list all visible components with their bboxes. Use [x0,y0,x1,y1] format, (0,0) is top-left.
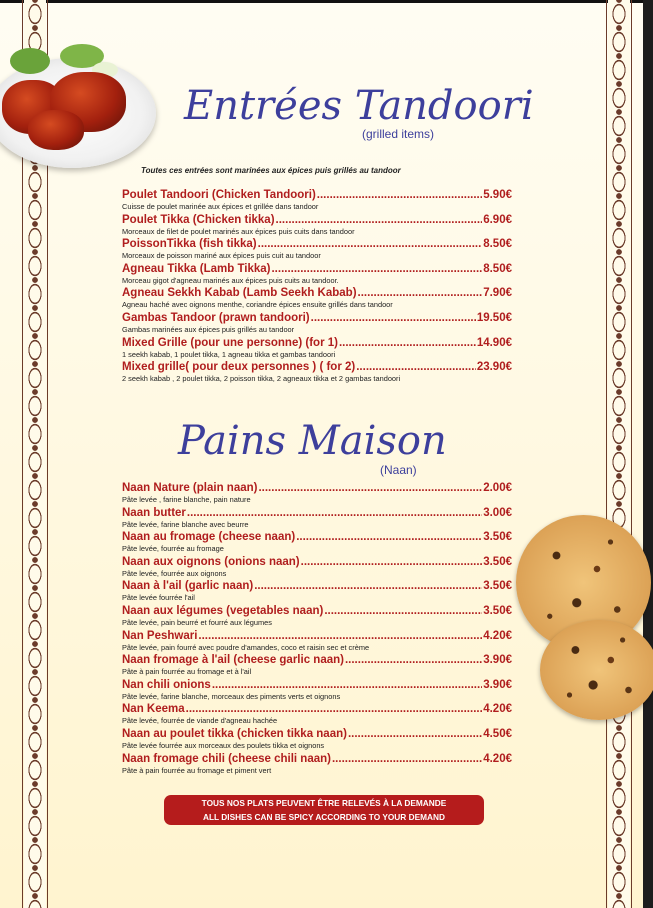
menu-item [122,629,512,654]
item-price: 3.50€ [483,555,512,568]
menu-item [122,311,512,336]
spicy-notice-fr: TOUS NOS PLATS PEUVENT ÊTRE RELEVÉS À LA DEMANDE [201,798,447,808]
item-price: 4.20€ [483,703,512,716]
item-price: 3.50€ [483,580,512,593]
item-name: Agneau Tikka (Lamb Tikka) [122,262,271,275]
item-price: 14.90€ [476,336,512,349]
tandoori-menu-list [122,188,512,385]
naan-bread [540,620,653,720]
menu-item [122,360,512,385]
menu-item [122,262,512,287]
menu-item [122,653,512,678]
item-description: Pâte à pain fourrée au fromage et piment vert [122,765,272,775]
menu-item [122,506,512,531]
item-description: 2 seekh kabab , 2 poulet tikka, 2 poisson tikka, 2 agneaux tikka et 2 gambas tandoori [122,374,401,384]
item-price: 3.50€ [483,604,512,617]
item-description: 1 seekh kabab, 1 poulet tikka, 1 agneau tikka et gambas tandoori [122,349,336,359]
item-price: 2.00€ [483,482,512,494]
spicy-notice-banner [164,795,484,825]
item-price: 4.20€ [483,629,512,642]
item-name: Naan au fromage (cheese naan) [122,531,296,544]
item-description: Pâte levée, pain fourré avec poudre d'amandes, coco et raisin sec et crème [122,642,370,652]
item-name: Naan Nature (plain naan) [122,482,258,494]
item-price: 8.50€ [483,262,512,275]
item-description: Pâte levée, pain beurré et fourré aux légumes [122,617,272,627]
right-border-line-inner [606,0,607,908]
item-name: Mixed grille( pour deux personnes ) ( for 2) [122,361,356,374]
item-price: 19.50€ [476,311,512,324]
item-price: 3.90€ [483,654,512,667]
item-description: Gambas marinées aux épices puis grillés au tandoor [122,324,295,334]
item-name: Mixed Grille (pour une personne) (for 1) [122,336,338,349]
tandoori-note: Toutes ces entrées sont marinées aux épices puis grillés au tandoor [141,166,401,175]
menu-item [122,752,512,777]
tandoori-section-title: Entrées Tandoori [184,83,534,129]
item-description: Pâte levée, farine blanche, morceaux des piments verts et oignons [122,691,341,701]
item-price: 8.50€ [483,238,512,251]
menu-item [122,530,512,555]
item-price: 4.50€ [483,727,512,740]
menu-item [122,213,512,238]
item-description: Agneau haché avec oignons menthe, coriandre épices ensuite grillés dans tandoor [122,300,393,310]
item-name: Naan fromage à l'ail (cheese garlic naan) [122,654,344,667]
item-description: Pâte levée, fourrée aux oignons [122,568,227,578]
item-name: Naan fromage chili (cheese chili naan) [122,752,331,765]
item-description: Pâte levée, farine blanche avec beurre [122,519,249,529]
item-name: Naan aux oignons (onions naan) [122,555,300,568]
item-price: 7.90€ [483,287,512,300]
item-description: Pâte levée, fourrée au fromage [122,544,224,554]
item-name: Nan Keema [122,703,185,716]
menu-item [122,237,512,262]
pains-menu-list [122,481,512,776]
item-name: Poulet Tandoori (Chicken Tandoori) [122,189,316,201]
item-name: Naan au poulet tikka (chicken tikka naan) [122,727,347,740]
item-description: Morceaux de poisson mariné aux épices puis cuit au tandoor [122,251,321,261]
menu-item [122,702,512,727]
item-description: Pâte levée, fourrée de viande d'agneau hachée [122,716,278,726]
item-name: Gambas Tandoor (prawn tandoori) [122,311,310,324]
item-name: Poulet Tikka (Chicken tikka) [122,213,275,226]
chicken-piece [28,110,84,150]
menu-item [122,188,512,213]
item-name: Naan butter [122,506,186,519]
item-name: PoissonTikka (fish tikka) [122,238,257,251]
item-price: 4.20€ [483,752,512,765]
menu-item [122,604,512,629]
item-name: Naan aux légumes (vegetables naan) [122,604,324,617]
menu-item [122,555,512,580]
item-description: Pâte levée , farine blanche, pain nature [122,495,251,504]
right-edge [643,0,653,908]
right-ornamental-border [608,0,630,908]
lettuce-leaf [10,48,50,74]
item-description: Cuisse de poulet marinée aux épices et grillée dans tandoor [122,202,319,211]
item-name: Naan à l'ail (garlic naan) [122,580,254,593]
menu-item [122,336,512,361]
menu-item [122,579,512,604]
item-name: Agneau Sekkh Kabab (Lamb Seekh Kabab) [122,287,357,300]
item-description: Pâte à pain fourrée au fromage et à l'ail [122,667,252,677]
menu-item [122,286,512,311]
item-description: Pâte levée fourrée aux morceaux des poulets tikka et oignons [122,740,325,750]
item-price: 23.90€ [476,361,512,374]
item-price: 5.90€ [483,189,512,201]
item-price: 3.50€ [483,531,512,544]
item-price: 6.90€ [483,213,512,226]
tandoori-section-subtitle: (grilled items) [362,127,435,141]
item-description: Pâte levée fourrée l'ail [122,593,195,603]
pains-section-title: Pains Maison [178,418,447,464]
item-name: Nan chili onions [122,678,211,691]
pains-section-subtitle: (Naan) [380,463,417,477]
item-name: Nan Peshwari [122,629,198,642]
top-edge [0,0,653,3]
right-border-line [631,0,632,908]
item-price: 3.00€ [483,506,512,519]
menu-item [122,678,512,703]
item-description: Morceau gigot d'agneau marinés aux épices puis cuits au tandoor. [122,275,339,285]
menu-item [122,727,512,752]
spicy-notice-en: ALL DISHES CAN BE SPICY ACCORDING TO YOUR DEMAND [202,812,446,822]
item-price: 3.90€ [483,678,512,691]
menu-item [122,481,512,506]
item-description: Morceaux de filet de poulet marinés aux épices puis cuits dans tandoor [122,226,355,236]
